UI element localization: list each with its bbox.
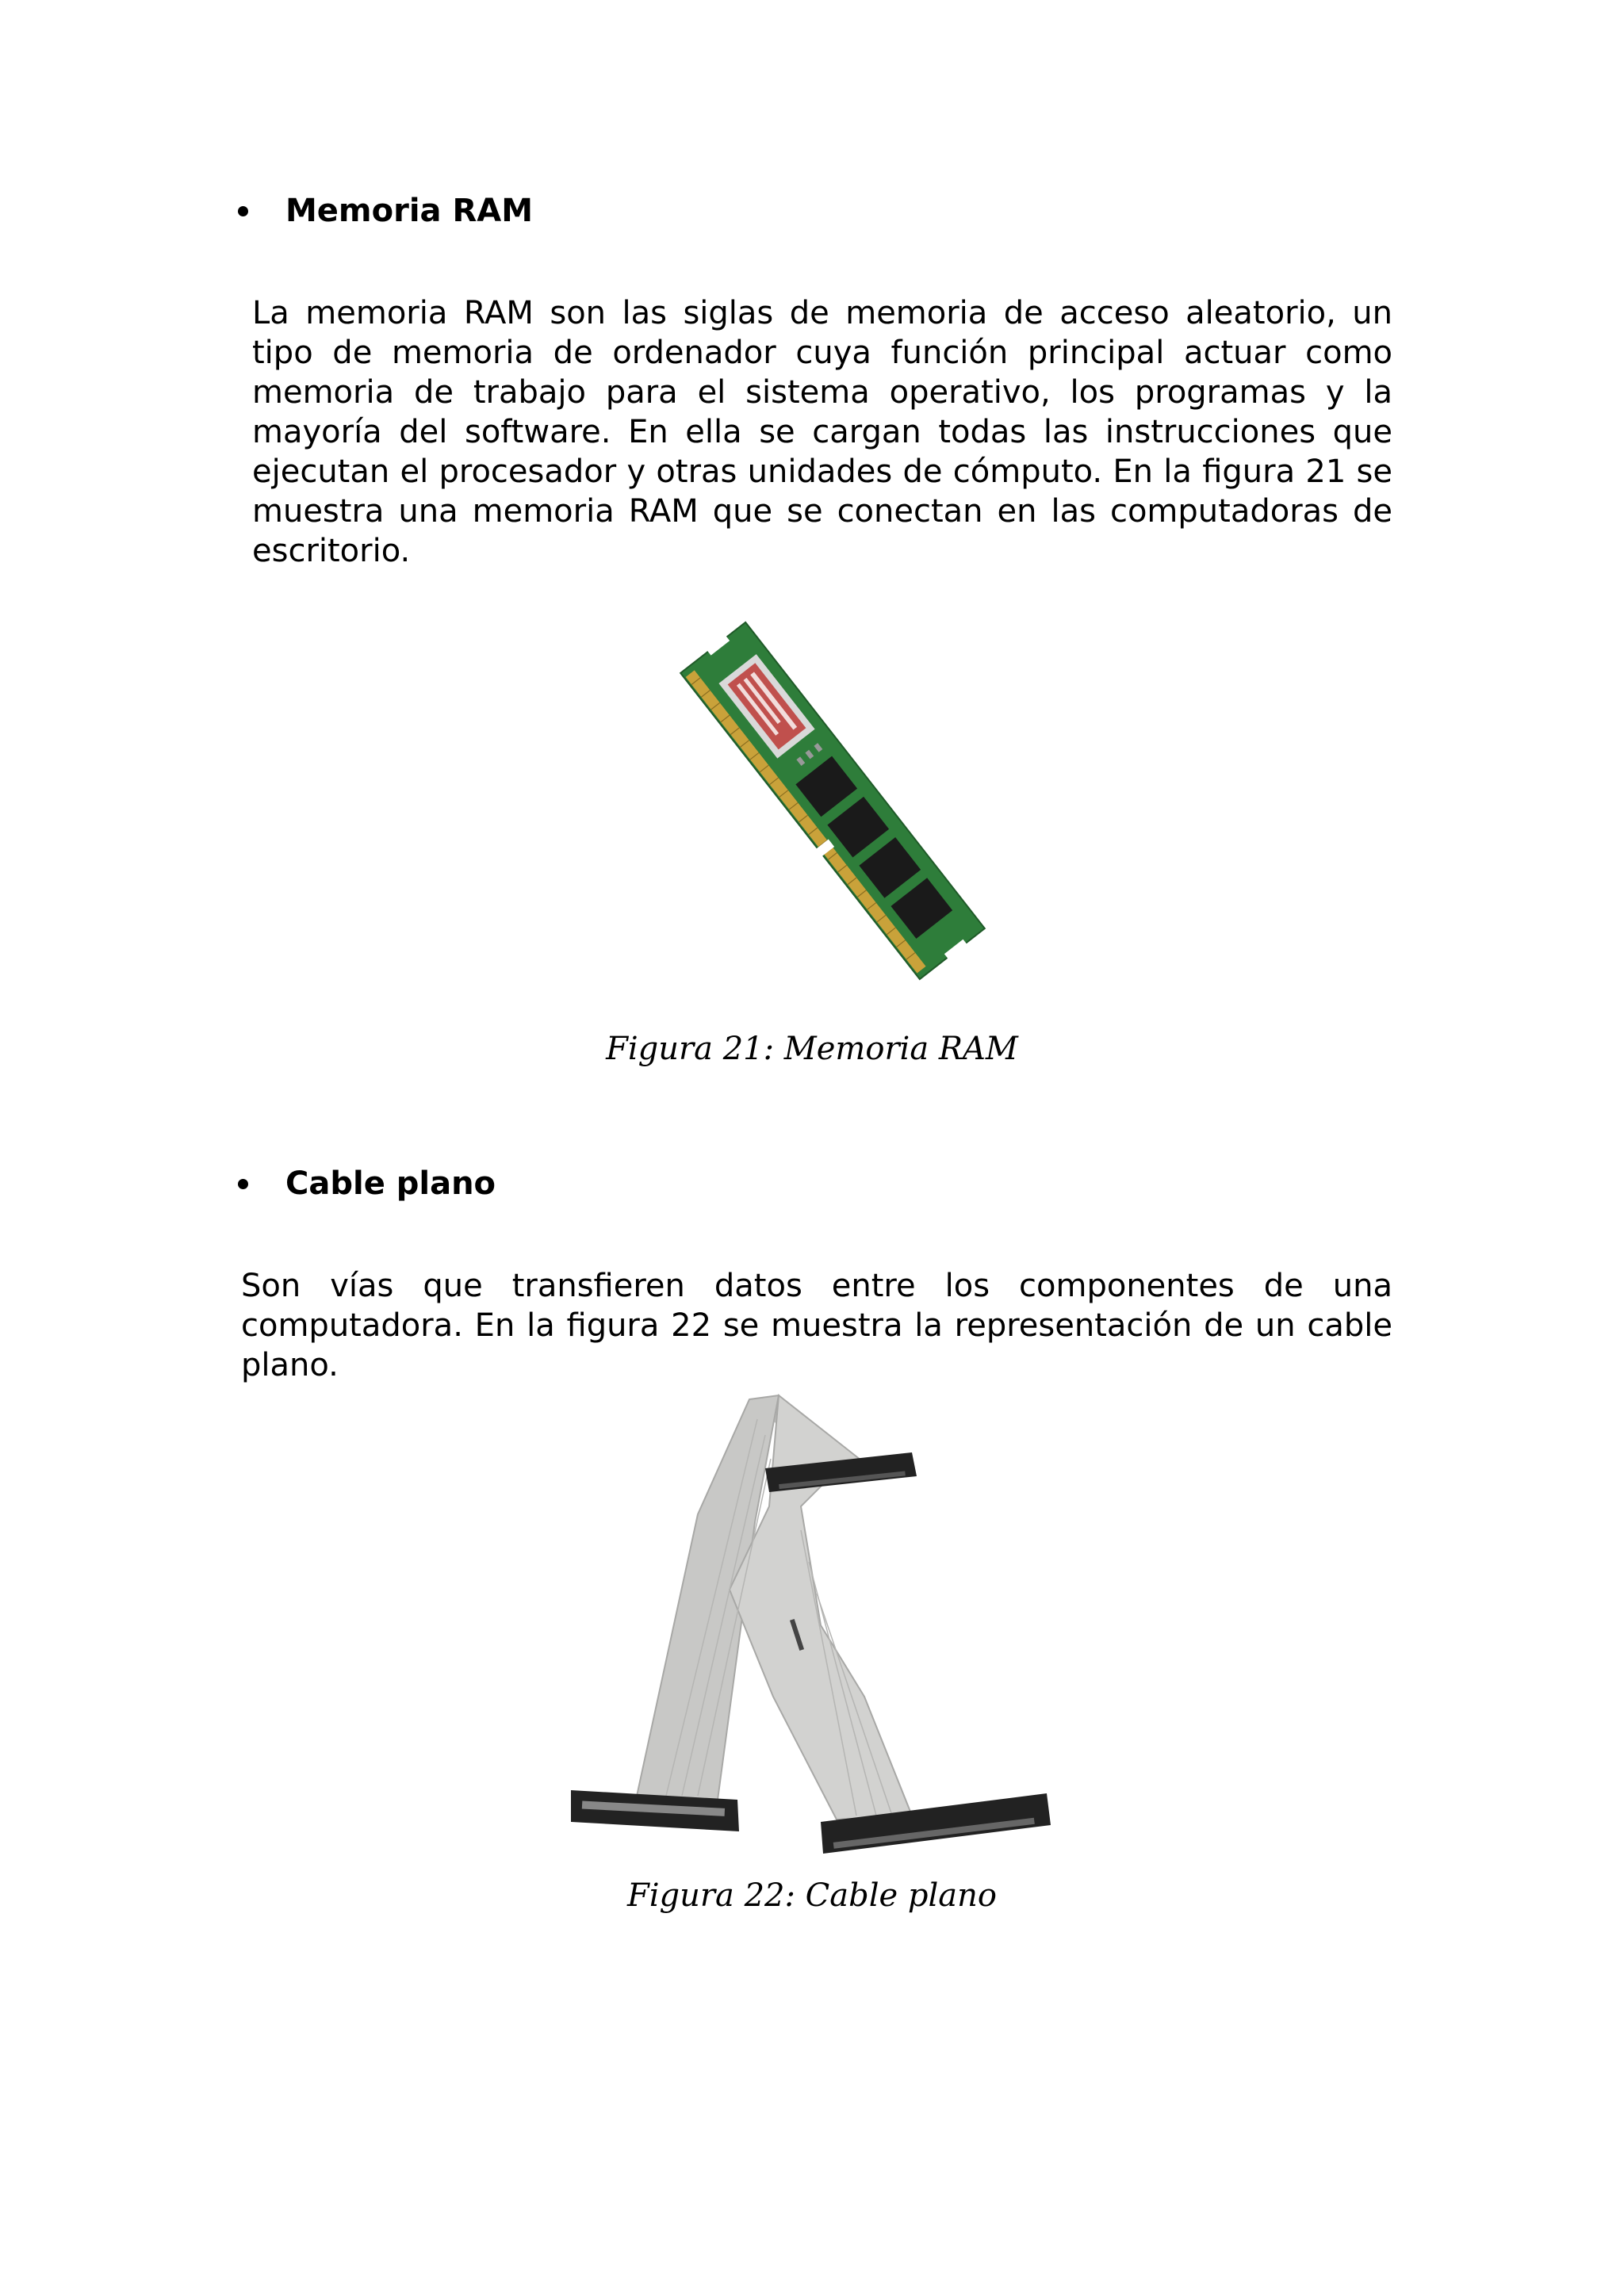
figure-21-caption: Figura 21: Memoria RAM xyxy=(606,1031,1018,1067)
flat-cable-image xyxy=(571,1387,1063,1875)
figure-22-caption: Figura 22: Cable plano xyxy=(626,1877,997,1914)
heading-cable-plano xyxy=(238,1165,496,1202)
cable-paragraph: Son vías que transfieren datos entre los componentes de una computadora. En la figura 22 se muestra la representación de un cable plano. xyxy=(241,1268,1392,1383)
section-title: Cable plano xyxy=(285,1165,496,1202)
ram-module-image xyxy=(678,618,987,983)
section-title: Memoria RAM xyxy=(285,193,534,229)
bullet-icon xyxy=(238,1179,248,1189)
ram-paragraph: La memoria RAM son las siglas de memoria de acceso aleatorio, un tipo de memoria de ordenador cuya función principal actuar como memoria de trabajo para el sistema operativo, los programas y la mayoría del software. En ella se cargan todas las instrucciones que ejecutan el procesador y otras unidades de cómputo. En la figura 21 se muestra una memoria RAM que se conectan en las computadoras de escritorio. xyxy=(252,295,1392,569)
heading-memoria-ram xyxy=(238,193,533,229)
bullet-icon xyxy=(238,206,248,216)
